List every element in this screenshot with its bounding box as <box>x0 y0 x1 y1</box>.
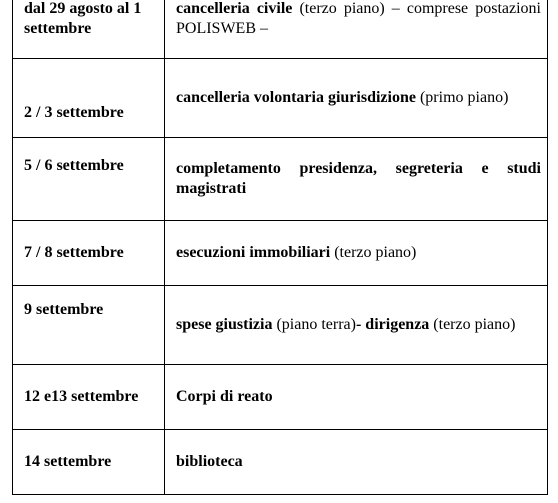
table-row <box>13 221 548 286</box>
table-row <box>13 365 548 430</box>
area-detail-text: (primo piano) <box>415 89 509 106</box>
table-row <box>13 0 548 59</box>
date-cell: dal 29 agosto al 1 settembre <box>13 0 165 59</box>
area-cell <box>165 286 548 365</box>
area-detail-text: (terzo piano) <box>330 244 417 261</box>
area-cell <box>165 221 548 286</box>
area-bold-text: biblioteca <box>176 453 243 470</box>
table-row <box>13 59 548 138</box>
area-bold-text: cancelleria civile <box>176 0 293 17</box>
area-cell <box>165 0 548 59</box>
area-bold-text: esecuzioni immobiliari <box>176 244 331 261</box>
area-cell <box>165 59 548 138</box>
table-row <box>13 138 548 221</box>
area-bold-text: Corpi di reato <box>176 388 273 405</box>
date-cell: 7 / 8 settembre <box>13 221 165 286</box>
area-bold-text: spese giustizia <box>176 316 273 333</box>
date-cell: 12 e13 settembre <box>13 365 165 430</box>
area-detail-text: (terzo piano) <box>429 316 516 333</box>
area-detail-text: (terzo piano) – comprese postazioni POLISWEB – <box>176 0 541 37</box>
schedule-table <box>12 0 548 495</box>
area-cell <box>165 365 548 430</box>
area-bold-text: cancelleria volontaria giurisdizione <box>176 89 416 106</box>
area-cell <box>165 430 548 495</box>
area-bold-text-2: - dirigenza <box>355 316 430 333</box>
area-detail-text: (piano terra) <box>272 316 356 333</box>
date-cell: 9 settembre <box>13 286 165 365</box>
table-row <box>13 430 548 495</box>
date-cell: 5 / 6 settembre <box>13 138 165 221</box>
area-bold-text: completamento presidenza, segreteria e studi magistrati <box>176 160 541 197</box>
date-cell: 2 / 3 settembre <box>13 59 165 138</box>
area-cell <box>165 138 548 221</box>
schedule-document <box>12 0 547 492</box>
table-row <box>13 286 548 365</box>
date-cell: 14 settembre <box>13 430 165 495</box>
